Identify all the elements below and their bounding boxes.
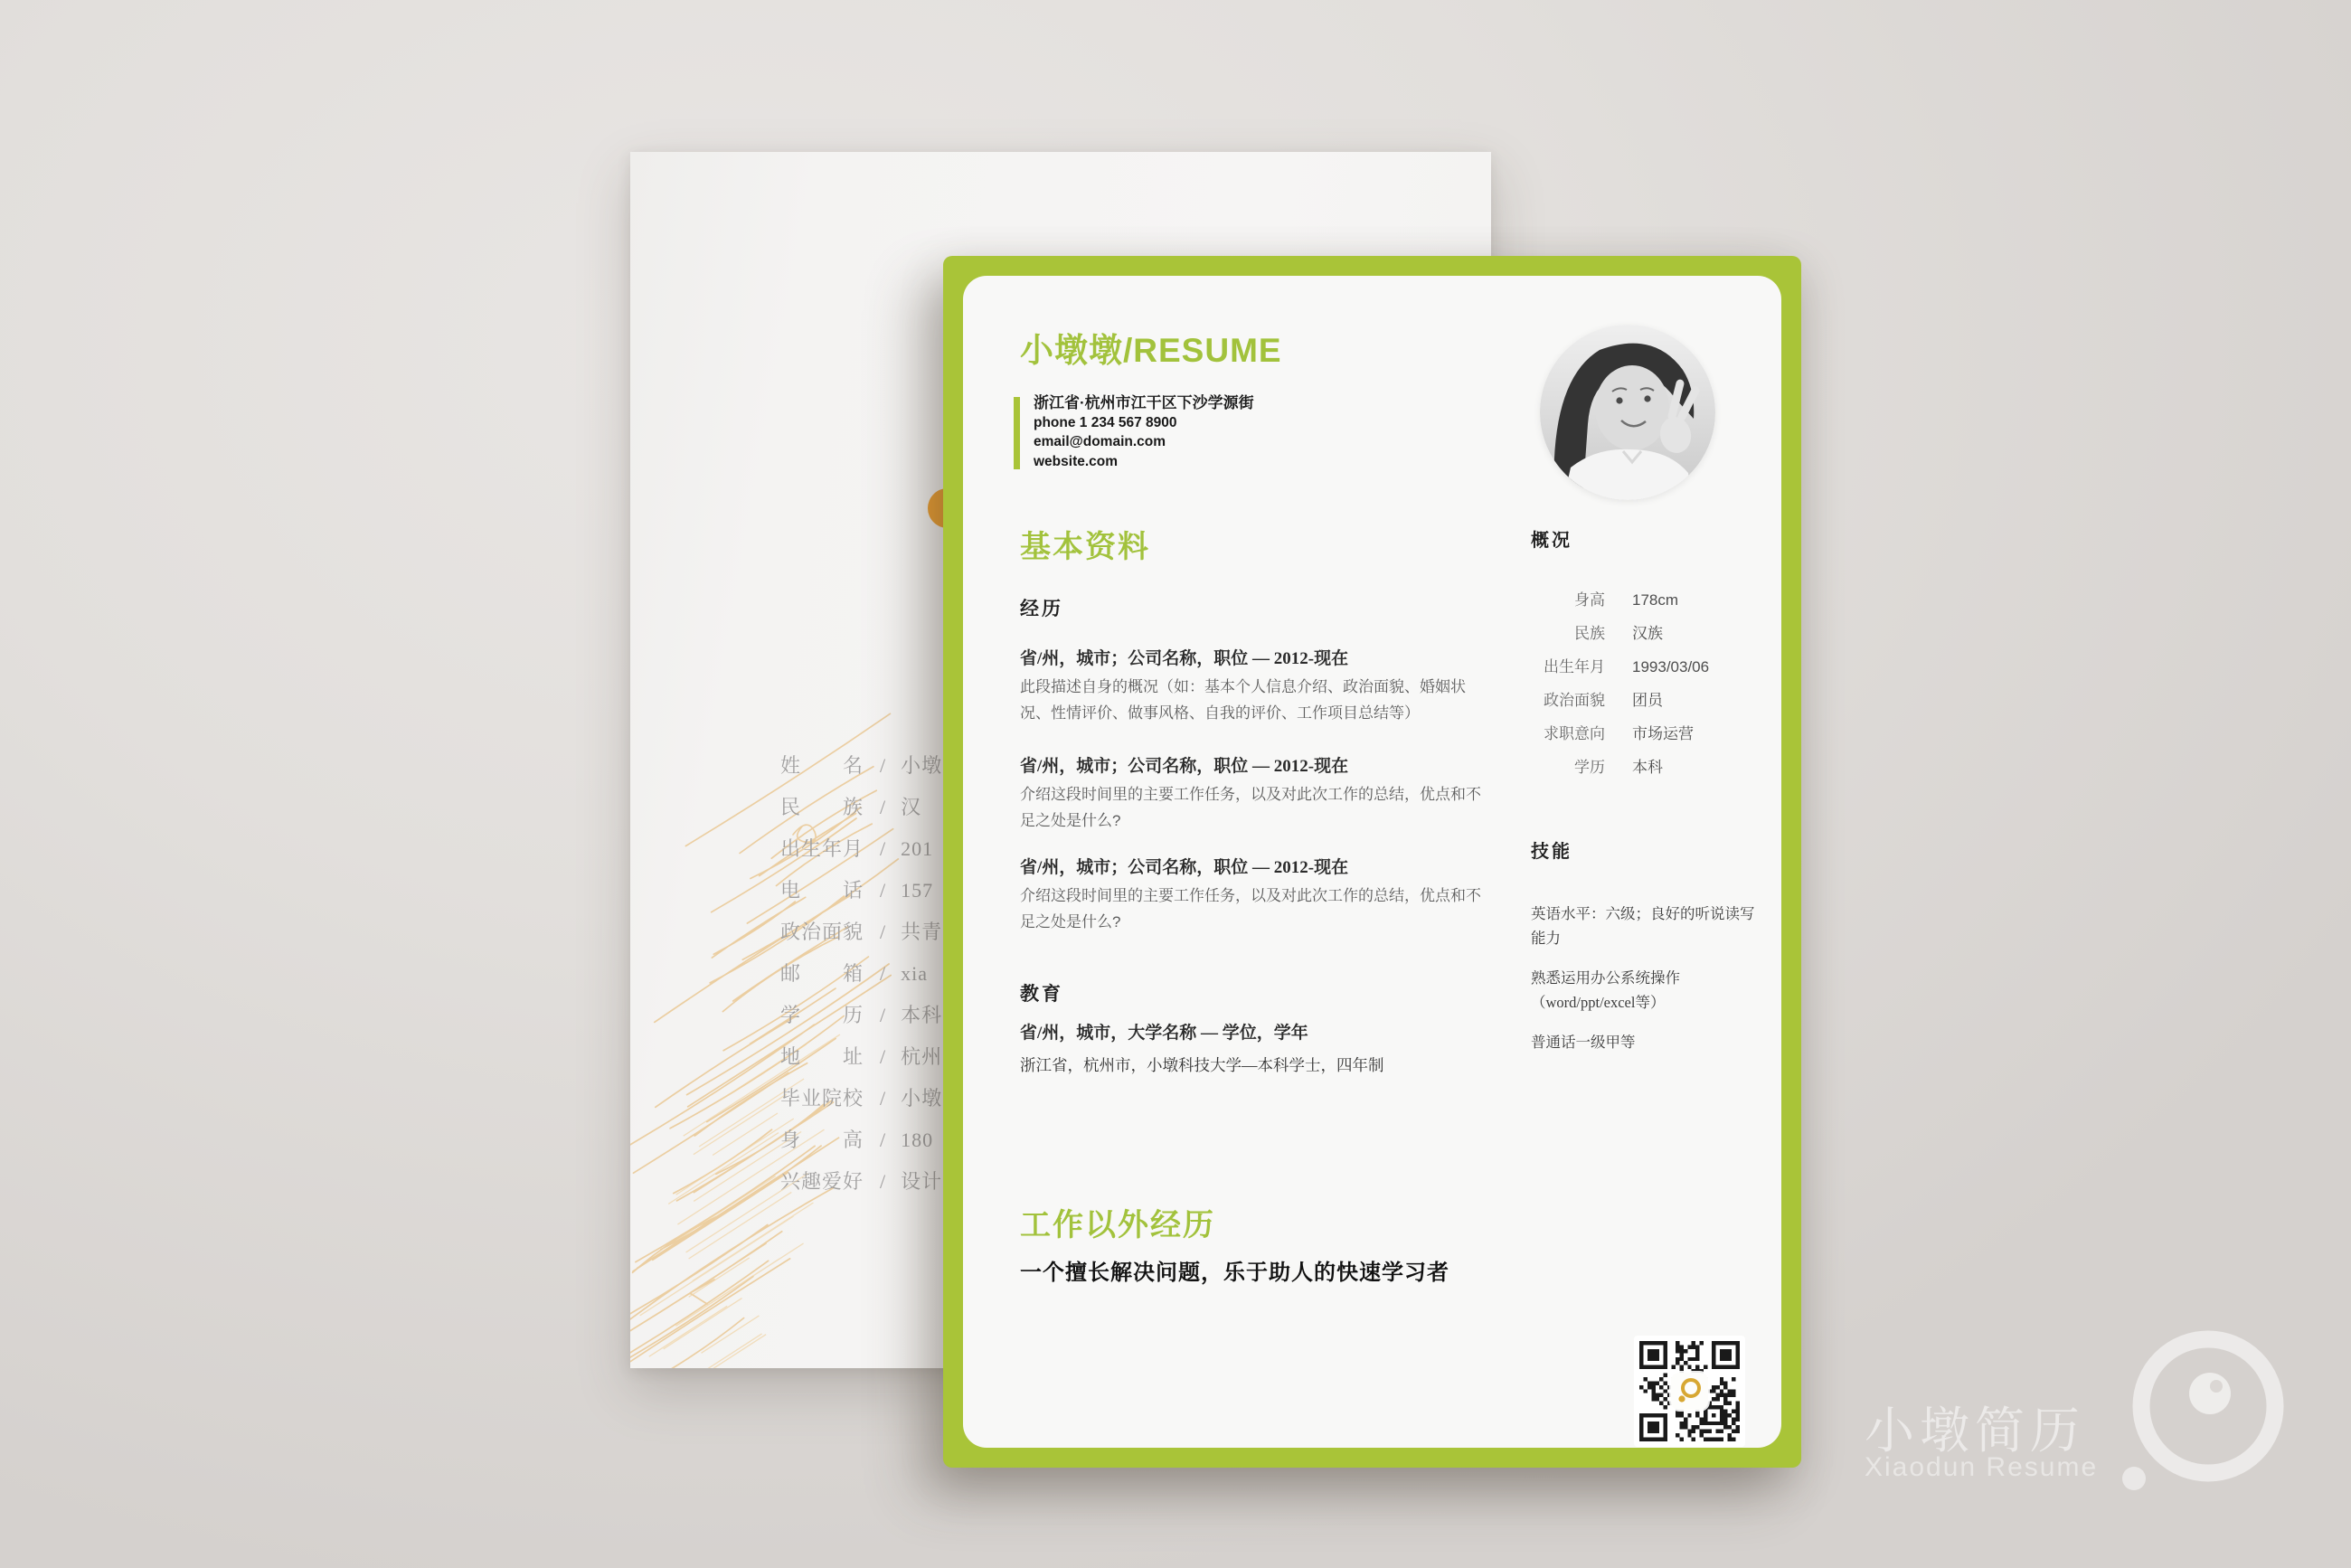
contact-block	[1014, 393, 1254, 471]
phone-text: phone 1 234 567 8900	[1034, 414, 1177, 430]
separator: /	[880, 1045, 887, 1068]
list-item	[780, 792, 942, 816]
field-label: 民族	[1574, 625, 1605, 642]
skills-list	[1531, 902, 1762, 1070]
list-item	[1531, 654, 1709, 687]
separator: /	[880, 962, 887, 985]
list-item	[780, 751, 943, 777]
list-item	[780, 1125, 942, 1151]
field-value: 市场运营	[1632, 725, 1694, 742]
list-item	[1531, 587, 1709, 620]
field-label: 民 族	[780, 796, 864, 818]
list-item	[780, 1167, 943, 1193]
field-label: 身高	[1574, 591, 1605, 609]
field-label: 求职意向	[1544, 725, 1605, 742]
separator: /	[880, 1087, 887, 1110]
separator: /	[880, 1170, 887, 1193]
field-value: 180	[901, 1129, 934, 1151]
field-label: 邮 箱	[780, 962, 864, 985]
xiaodun-logo-icon	[2120, 1318, 2301, 1508]
section-heading-basic-info: 基本资料	[1020, 530, 1150, 564]
list-item	[1531, 620, 1709, 654]
field-label: 毕业院校	[780, 1087, 864, 1110]
separator: /	[880, 879, 887, 902]
experience-entry-description: 介绍这段时间里的主要工作任务，以及对此次工作的总结，优点和不足之处是什么?	[1020, 887, 1481, 930]
qr-center-logo-icon	[1671, 1373, 1708, 1410]
skill-item: 普通话一级甲等	[1531, 1034, 1636, 1051]
field-value: 设计	[901, 1170, 943, 1193]
field-value: 1993/03/06	[1632, 658, 1710, 675]
experience-entry-description: 介绍这段时间里的主要工作任务，以及对此次工作的总结，优点和不足之处是什么?	[1020, 786, 1481, 829]
field-label: 身 高	[780, 1129, 864, 1151]
section-heading-profile: 概况	[1531, 531, 1572, 551]
personal-tagline: 一个擅长解决问题，乐于助人的快速学习者	[1020, 1261, 1449, 1285]
list-item	[1531, 754, 1709, 788]
section-heading-extra-experience: 工作以外经历	[1020, 1208, 1215, 1242]
separator: /	[880, 754, 887, 777]
list-item	[1531, 721, 1709, 754]
separator: /	[880, 1129, 887, 1151]
field-label: 出生年月	[1544, 658, 1605, 675]
email-text: email@domain.com	[1034, 434, 1166, 449]
website-text: website.com	[1034, 453, 1119, 469]
field-value: 小墩	[901, 754, 943, 777]
skill-item: 熟悉运用办公系统操作（word/ppt/excel等）	[1531, 969, 1680, 1011]
education-detail-line: 浙江省，杭州市，小墩科技大学—本科学士，四年制	[1020, 1056, 1384, 1074]
list-item	[780, 917, 943, 943]
list-item	[780, 1083, 943, 1110]
separator: /	[880, 796, 887, 818]
experience-entry-title: 省/州，城市；公司名称，职位 — 2012-现在	[1020, 757, 1349, 776]
field-value: 共青	[901, 921, 943, 943]
field-value: 157	[901, 879, 934, 902]
profile-photo	[1540, 325, 1715, 500]
education-template-line: 省/州，城市，大学名称 — 学位，学年	[1020, 1024, 1308, 1043]
field-label: 兴趣爱好	[780, 1170, 864, 1193]
list-item	[780, 1000, 942, 1024]
experience-entry-title: 省/州，城市；公司名称，职位 — 2012-现在	[1020, 649, 1349, 668]
field-label: 政治面貌	[780, 921, 864, 943]
list-item	[780, 834, 942, 860]
field-label: 地 址	[780, 1045, 864, 1068]
section-heading-skills: 技能	[1531, 842, 1572, 862]
subsection-heading-education: 教育	[1020, 983, 1063, 1005]
experience-entry-description: 此段描述自身的概况（如：基本个人信息介绍、政治面貌、婚姻状况、性情评价、做事风格、自我的评价、工作项目总结等）	[1020, 678, 1466, 722]
field-label: 政治面貌	[1544, 692, 1605, 709]
back-page-info-list	[780, 751, 942, 1208]
watermark-brand-title: 小墩简历	[1865, 1403, 2086, 1459]
resume-name-title: 小墩墩/RESUME	[1020, 332, 1282, 369]
portrait-illustration	[1540, 325, 1715, 500]
watermark-brand-subtitle: Xiaodun Resume	[1865, 1452, 2099, 1482]
subsection-heading-experience: 经历	[1020, 598, 1063, 619]
field-value: xia	[901, 962, 929, 985]
experience-entry-title: 省/州，城市；公司名称，职位 — 2012-现在	[1020, 858, 1349, 877]
field-value: 小墩	[901, 1087, 943, 1110]
list-item	[780, 875, 942, 902]
field-value: 本科	[901, 1004, 943, 1026]
field-value: 汉族	[1632, 625, 1663, 642]
separator: /	[880, 1004, 887, 1026]
field-value: 201	[901, 837, 934, 860]
qr-code	[1634, 1336, 1745, 1447]
field-label: 出生年月	[780, 837, 864, 860]
field-value: 178cm	[1632, 591, 1679, 609]
field-label: 姓 名	[780, 754, 864, 777]
list-item	[780, 1042, 943, 1068]
address-text: 浙江省·杭州市江干区下沙学源街	[1034, 394, 1254, 411]
list-item	[780, 959, 942, 985]
front-resume-page	[943, 256, 1801, 1468]
contact-accent-bar	[1014, 397, 1020, 469]
profile-summary-list	[1531, 587, 1709, 788]
skill-item: 英语水平：六级；良好的听说读写能力	[1531, 905, 1755, 947]
field-label: 学历	[1574, 759, 1605, 776]
field-value: 汉	[901, 796, 922, 818]
list-item	[1531, 687, 1709, 721]
separator: /	[880, 837, 887, 860]
field-value: 杭州	[901, 1045, 943, 1068]
field-value: 团员	[1632, 692, 1663, 709]
separator: /	[880, 921, 887, 943]
field-label: 电 话	[780, 879, 864, 902]
resume-sheet	[963, 276, 1781, 1448]
field-label: 学 历	[780, 1004, 864, 1026]
field-value: 本科	[1632, 759, 1663, 776]
